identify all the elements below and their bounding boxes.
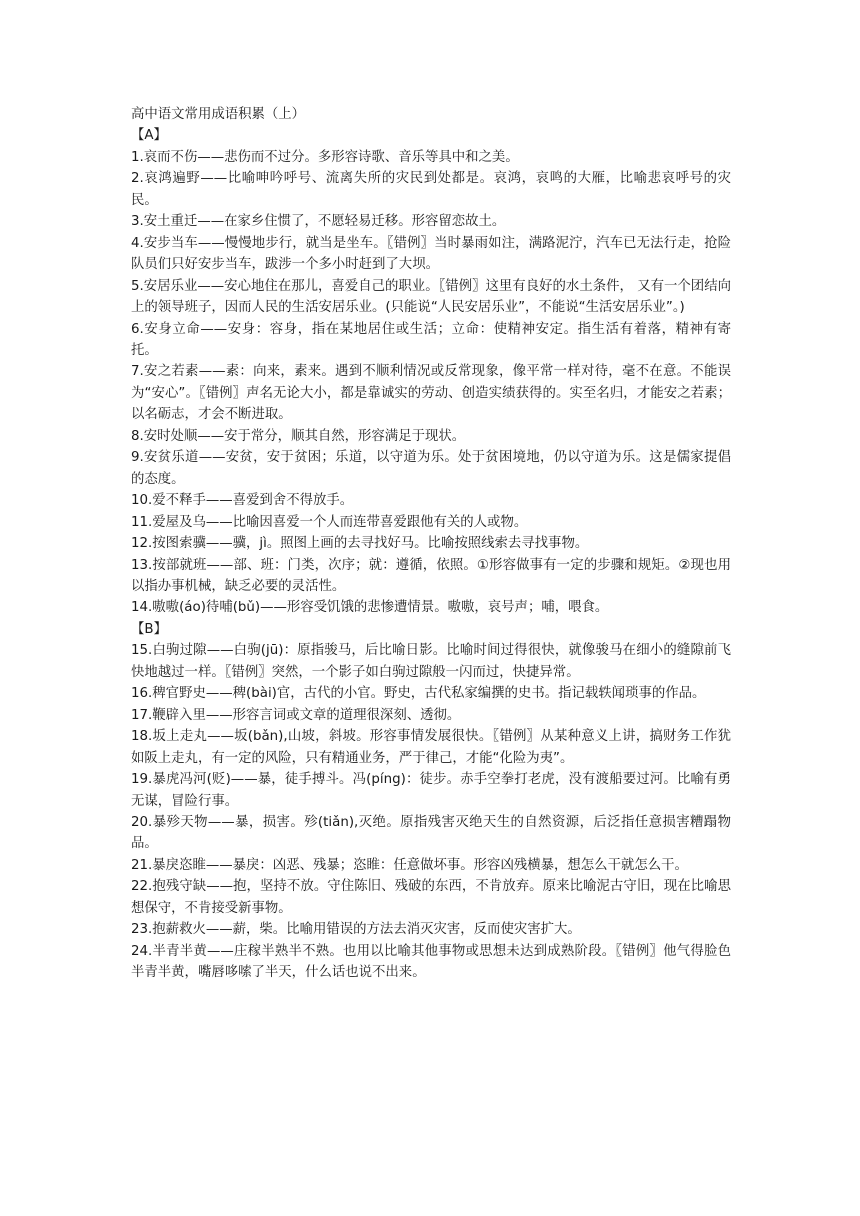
idiom-entry: 4.安步当车——慢慢地步行，就当是坐车。〖错例〗当时暴雨如注，满路泥泞，汽车已无法行走，抢险队员们只好安步当车，跋涉一个多小时赶到了大坝。 [131,235,731,273]
idiom-entry: 18.坂上走丸——坂(bǎn),山坡，斜坡。形容事情发展很快。〖错例〗从某种意义上讲，搞财务工作犹如阪上走丸，有一定的风险，只有精通业务，严于律己，才能“化险为夷”。 [131,729,731,766]
idiom-entry: 2.哀鸿遍野——比喻呻吟呼号、流离失所的灾民到处都是。哀鸿，哀鸣的大雁，比喻悲哀呼号的灾民。 [131,171,731,208]
idiom-entry: 5.安居乐业——安心地住在那儿，喜爱自己的职业。〖错例〗这里有良好的水土条件， 又有一个团结向上的领导班子，因而人民的生活安居乐业。(只能说“人民安居乐业”，不能说“生活安居乐业”。) [131,278,731,316]
idiom-entry: 20.暴殄天物——暴，损害。殄(tiǎn),灭绝。原指残害灭绝天生的自然资源，后泛指任意损害糟蹋物品。 [131,814,731,852]
document-page [131,104,731,984]
idiom-entry: 10.爱不释手——喜爱到舍不得放手。 [131,493,354,509]
section-heading-a: 【A】 [131,128,167,144]
idiom-entry: 1.哀而不伤——悲伤而不过分。多形容诗歌、音乐等具中和之美。 [131,149,519,165]
idiom-entry: 19.暴虎冯河(贬)——暴，徒手搏斗。冯(píng)：徒步。赤手空拳打老虎，没有渡船要过河。比喻有勇无谋，冒险行事。 [131,772,731,809]
section-heading-b: 【B】 [131,621,167,637]
idiom-entry: 24.半青半黄——庄稼半熟半不熟。也用以比喻其他事物或思想未达到成熟阶段。〖错例〗他气得脸色半青半黄，嘴唇哆嗦了半天，什么话也说不出来。 [131,943,731,981]
idiom-entry: 8.安时处顺——安于常分，顺其自然，形容满足于现状。 [131,428,466,444]
idiom-entry: 17.鞭辟入里——形容言词或文章的道理很深刻、透彻。 [131,707,461,723]
idiom-entry: 14.嗷嗷(áo)待哺(bǔ)——形容受饥饿的悲惨遭情景。嗷嗷，哀号声；哺，喂食。 [131,600,609,616]
idiom-entry: 13.按部就班——部、班：门类，次序；就：遵循，依照。①形容做事有一定的步骤和规矩。②现也用以指办事机械，缺乏必要的灵活性。 [131,557,731,594]
idiom-entry: 16.稗官野史——稗(bài)官，古代的小官。野史，古代私家编撰的史书。指记载轶闻琐事的作品。 [131,686,706,702]
idiom-entry: 6.安身立命——安身：容身，指在某地居住或生活；立命：使精神安定。指生活有着落，精神有寄托。 [131,321,731,358]
idiom-entry: 23.抱薪救火——薪，柴。比喻用错误的方法去消灭灾害，反而使灾害扩大。 [131,922,581,938]
document-title: 高中语文常用成语积累（上） [131,107,306,122]
idiom-entry: 12.按图索骥——骥，jì。照图上画的去寻找好马。比喻按照线索去寻找事物。 [131,536,589,552]
idiom-entry: 7.安之若素——素：向来，素来。遇到不顺利情况或反常现象，像平常一样对待，毫不在意。不能误为“安心”。〖错例〗声名无论大小，都是靠诚实的劳动、创造实绩获得的。实至名归，才能安之若素；以名砺志，才会不断进取。 [131,364,731,423]
idiom-entry: 15.白驹过隙——白驹(jū)：原指骏马，后比喻日影。比喻时间过得很快，就像骏马在细小的缝隙前飞快地越过一样。〖错例〗突然，一个影子如白驹过隙般一闪而过，快捷异常。 [131,643,731,680]
idiom-entry: 21.暴戾恣睢——暴戾：凶恶、残暴；恣睢：任意做坏事。形容凶残横暴，想怎么干就怎么干。 [131,857,688,873]
idiom-entry: 11.爱屋及乌——比喻因喜爱一个人而连带喜爱跟他有关的人或物。 [131,514,528,530]
idiom-entry: 3.安土重迁——在家乡住惯了，不愿轻易迁移。形容留恋故土。 [131,214,506,230]
idiom-entry: 22.抱残守缺——抱，坚持不放。守住陈旧、残破的东西，不肯放弃。原来比喻泥古守旧，现在比喻思想保守，不肯接受新事物。 [131,879,731,916]
idiom-entry: 9.安贫乐道——安贫，安于贫困；乐道，以守道为乐。处于贫困境地，仍以守道为乐。这是儒家提倡的态度。 [131,450,731,487]
